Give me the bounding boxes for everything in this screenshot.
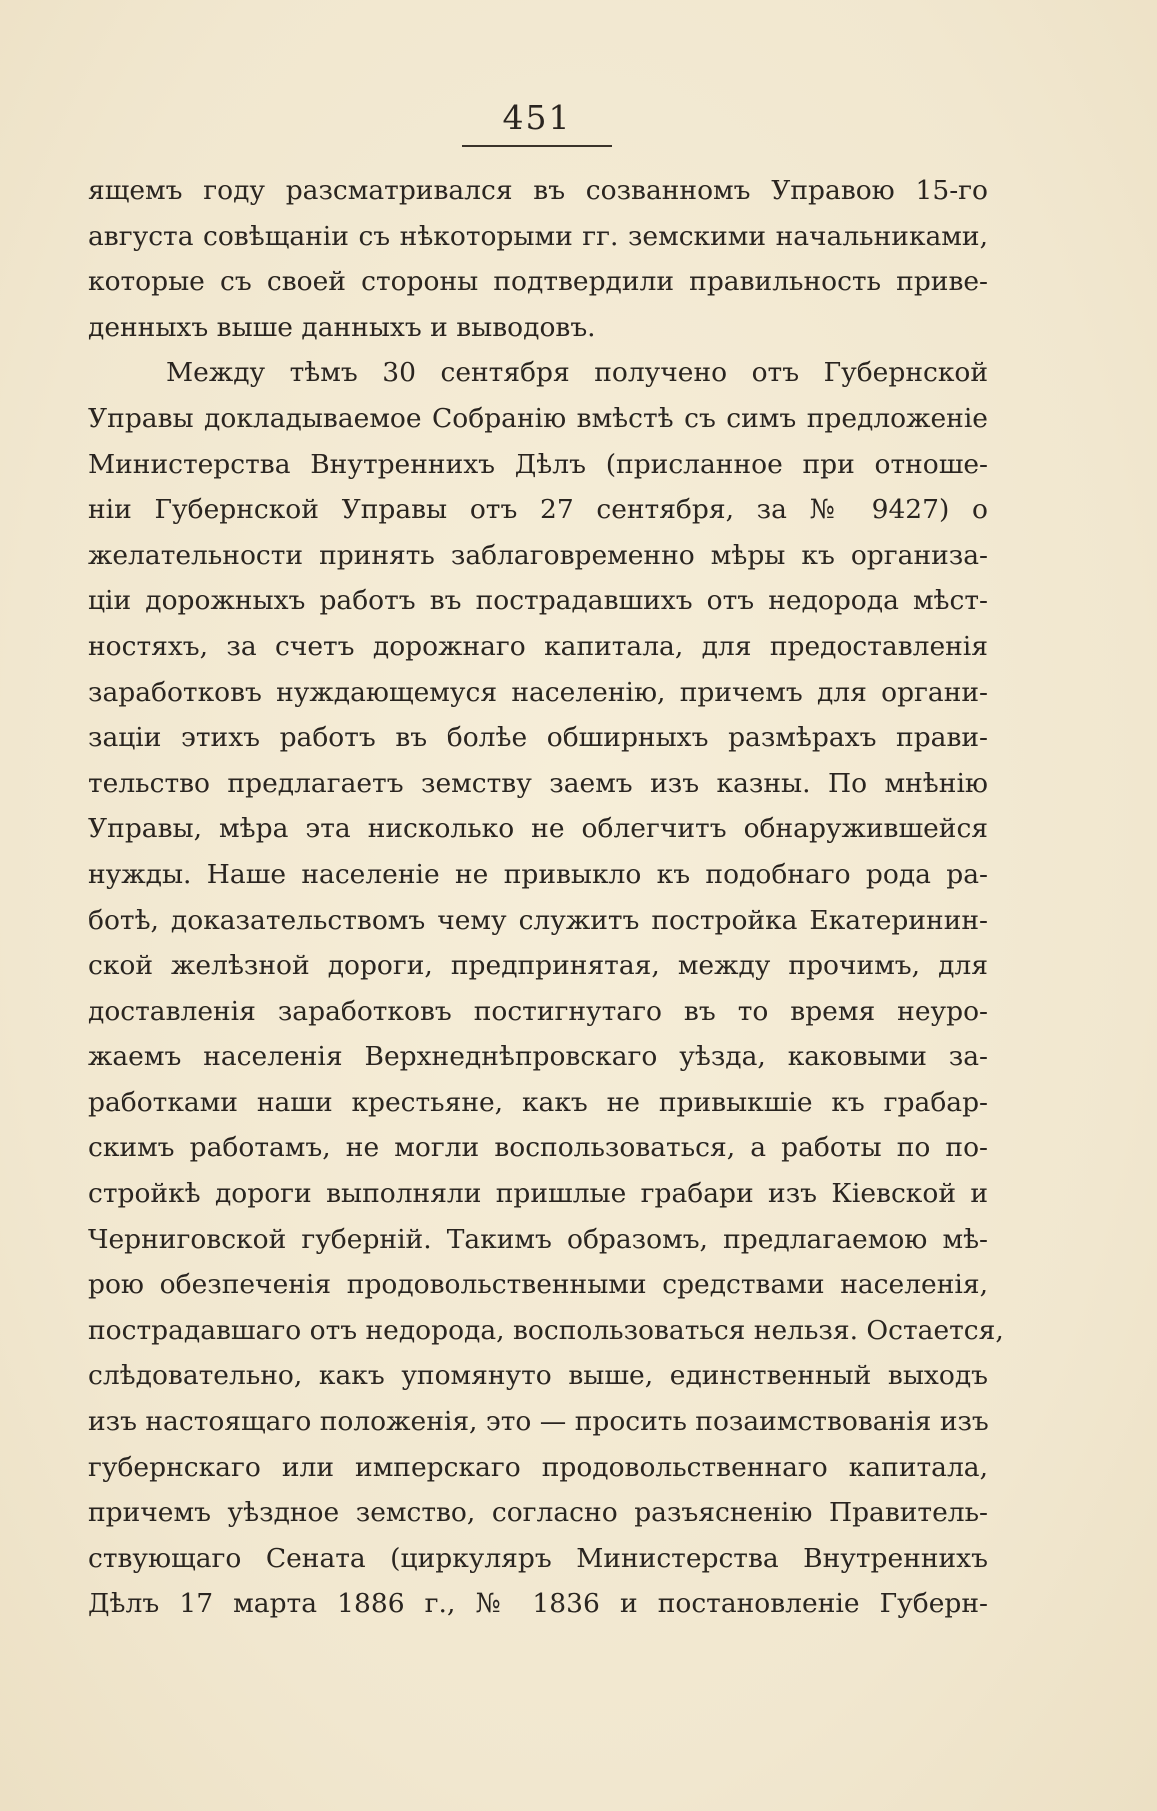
text-line: ніи Губернской Управы отъ 27 сентября, за № 9427) о [88, 494, 988, 526]
text-line: слѣдовательно, какъ упомянуто выше, единственный выходъ [88, 1360, 988, 1392]
body-text [88, 168, 1004, 1627]
text-line: августа совѣщаніи съ нѣкоторыми гг. земскими начальниками, [88, 220, 988, 252]
paragraph-first-line: Между тѣмъ 30 сентября получено отъ Губернской [166, 357, 988, 389]
text-line: скимъ работамъ, не могли воспользоваться, а работы по по- [88, 1132, 988, 1164]
text-line: заціи этихъ работъ въ болѣе обширныхъ размѣрахъ прави- [88, 722, 988, 754]
text-line: пострадавшаго отъ недорода, воспользоваться нельзя. Остается, [88, 1314, 1004, 1346]
text-line: ящемъ году разсматривался въ созванномъ Управою 15-го [88, 175, 988, 206]
text-line: Черниговской губерній. Такимъ образомъ, предлагаемою мѣ- [88, 1223, 988, 1255]
text-line: жаемъ населенія Верхнеднѣпровскаго уѣзда, каковыми за- [88, 1041, 988, 1073]
text-line: ностяхъ, за счетъ дорожнаго капитала, для предоставленія [88, 630, 988, 662]
text-line: нужды. Наше населеніе не привыкло къ подобнаго рода ра- [88, 858, 988, 890]
text-line: тельство предлагаетъ земству заемъ изъ казны. По мнѣнію [88, 767, 988, 799]
text-line: работками наши крестьяне, какъ не привыкшіе къ грабар- [88, 1086, 988, 1118]
text-line: Дѣлъ 17 марта 1886 г., № 1836 и постановленіе Губерн- [88, 1588, 988, 1620]
text-line: заработковъ нуждающемуся населенію, причемъ для органи- [88, 676, 988, 708]
text-line: стройкѣ дороги выполняли пришлые грабари изъ Кіевской и [88, 1178, 988, 1210]
text-line: губернскаго или имперскаго продовольственнаго капитала, [88, 1451, 988, 1483]
text-line: которые съ своей стороны подтвердили правильность приве- [88, 266, 988, 298]
text-line: рою обезпеченія продовольственными средствами населенія, [88, 1269, 988, 1301]
text-line: ціи дорожныхъ работъ въ пострадавшихъ отъ недорода мѣст- [88, 585, 988, 617]
text-line: доставленія заработковъ постигнутаго въ то время неуро- [88, 995, 988, 1027]
text-line: желательности принять заблаговременно мѣры къ организа- [88, 539, 988, 571]
text-line: ской желѣзной дороги, предпринятая, между прочимъ, для [88, 950, 988, 982]
page-number: 451 [502, 98, 572, 137]
text-line: денныхъ выше данныхъ и выводовъ. [88, 311, 596, 343]
text-line: причемъ уѣздное земство, согласно разъясненію Правитель- [88, 1497, 988, 1529]
text-line: Министерства Внутреннихъ Дѣлъ (присланное при отноше- [88, 448, 988, 480]
text-line: ботѣ, доказательствомъ чему служитъ постройка Екатеринин- [88, 904, 988, 936]
text-line: ствующаго Сената (циркуляръ Министерства Внутреннихъ [88, 1542, 988, 1574]
header-rule [462, 145, 612, 147]
text-line: Управы, мѣра эта нисколько не облегчитъ обнаружившейся [88, 813, 988, 845]
text-line: изъ настоящаго положенія, это — просить позаимствованія изъ [88, 1406, 989, 1438]
text-line: Управы докладываемое Собранію вмѣстѣ съ симъ предложеніе [88, 402, 988, 434]
